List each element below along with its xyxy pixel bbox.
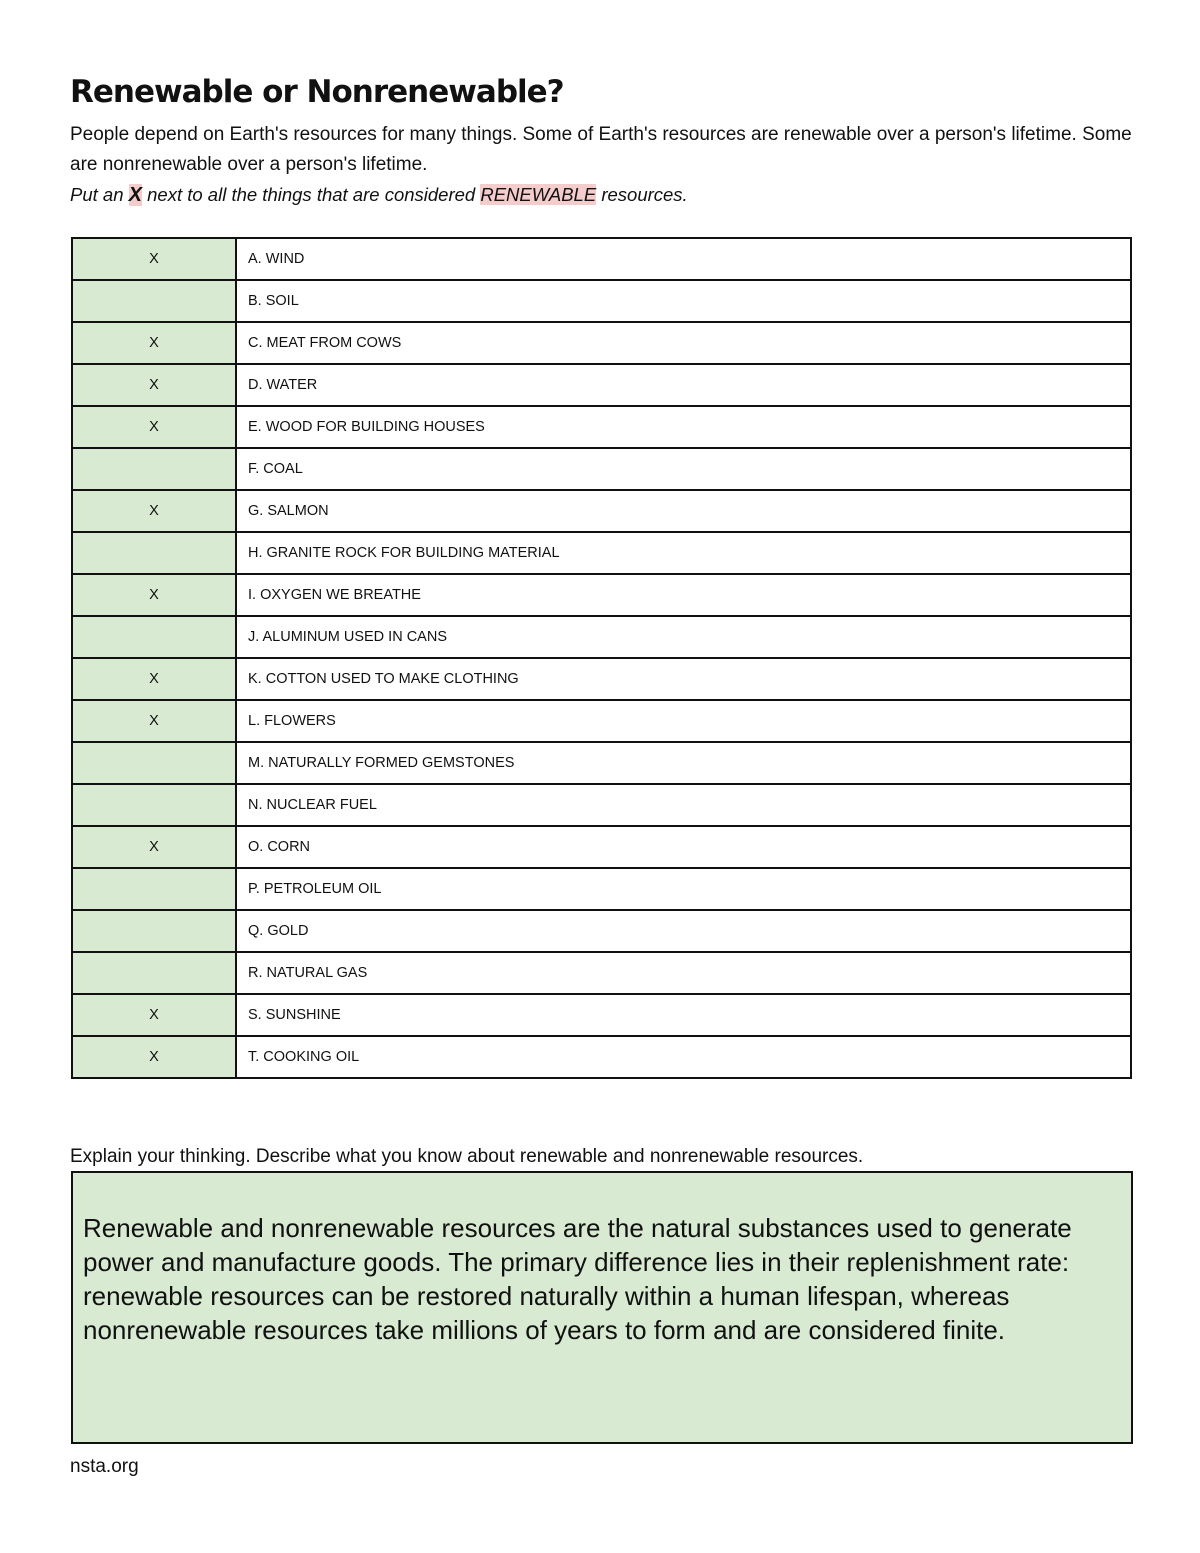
mark-cell[interactable] xyxy=(72,952,236,994)
table-row xyxy=(72,406,1131,448)
mark-cell[interactable]: X xyxy=(72,826,236,868)
table-row xyxy=(72,490,1131,532)
table-row xyxy=(72,574,1131,616)
instructions-mid: next to all the things that are considered xyxy=(141,184,481,205)
instructions-post: resources. xyxy=(596,184,688,205)
footer-source: nsta.org xyxy=(70,1456,139,1477)
resource-item: B. SOIL xyxy=(236,280,1131,322)
resource-item: C. MEAT FROM COWS xyxy=(236,322,1131,364)
page-title: Renewable or Nonrenewable? xyxy=(70,74,564,110)
intro-text xyxy=(70,120,1135,210)
mark-cell[interactable]: X xyxy=(72,700,236,742)
mark-cell[interactable]: X xyxy=(72,658,236,700)
mark-cell[interactable]: X xyxy=(72,364,236,406)
mark-cell[interactable] xyxy=(72,742,236,784)
resource-item: I. OXYGEN WE BREATHE xyxy=(236,574,1131,616)
resource-item: R. NATURAL GAS xyxy=(236,952,1131,994)
mark-cell[interactable] xyxy=(72,868,236,910)
resource-item: K. COTTON USED TO MAKE CLOTHING xyxy=(236,658,1131,700)
table-row xyxy=(72,868,1131,910)
resource-item: N. NUCLEAR FUEL xyxy=(236,784,1131,826)
table-row xyxy=(72,742,1131,784)
table-row xyxy=(72,994,1131,1036)
table-row xyxy=(72,952,1131,994)
resource-item: A. WIND xyxy=(236,238,1131,280)
resource-item: G. SALMON xyxy=(236,490,1131,532)
mark-cell[interactable]: X xyxy=(72,406,236,448)
resource-table-body xyxy=(72,238,1131,1078)
resource-item: F. COAL xyxy=(236,448,1131,490)
mark-cell[interactable] xyxy=(72,448,236,490)
table-row xyxy=(72,364,1131,406)
mark-cell[interactable]: X xyxy=(72,574,236,616)
table-row xyxy=(72,784,1131,826)
table-row xyxy=(72,322,1131,364)
table-row xyxy=(72,910,1131,952)
table-row xyxy=(72,280,1131,322)
instructions-pre: Put an xyxy=(70,184,129,205)
table-row xyxy=(72,658,1131,700)
instructions xyxy=(70,180,1135,210)
mark-cell[interactable] xyxy=(72,784,236,826)
resource-item: E. WOOD FOR BUILDING HOUSES xyxy=(236,406,1131,448)
table-row xyxy=(72,826,1131,868)
resource-item: D. WATER xyxy=(236,364,1131,406)
table-row xyxy=(72,1036,1131,1078)
resource-item: O. CORN xyxy=(236,826,1131,868)
resource-item: H. GRANITE ROCK FOR BUILDING MATERIAL xyxy=(236,532,1131,574)
resource-item: T. COOKING OIL xyxy=(236,1036,1131,1078)
instructions-highlight: RENEWABLE xyxy=(480,184,597,205)
mark-cell[interactable] xyxy=(72,532,236,574)
instructions-x-mark: X xyxy=(128,184,142,206)
table-row xyxy=(72,532,1131,574)
resource-item: J. ALUMINUM USED IN CANS xyxy=(236,616,1131,658)
answer-text: Renewable and nonrenewable resources are the natural substances used to generate power and manufacture goods. The primary difference lies in their replenishment rate: renewable resources can be restored naturally within a human lifespan, whereas nonrenewable resources take millions of years to form and are considered finite. xyxy=(83,1213,1072,1345)
resource-item: L. FLOWERS xyxy=(236,700,1131,742)
mark-cell[interactable]: X xyxy=(72,238,236,280)
mark-cell[interactable]: X xyxy=(72,490,236,532)
resource-item: Q. GOLD xyxy=(236,910,1131,952)
mark-cell[interactable] xyxy=(72,280,236,322)
resource-item: S. SUNSHINE xyxy=(236,994,1131,1036)
mark-cell[interactable]: X xyxy=(72,1036,236,1078)
table-row xyxy=(72,448,1131,490)
table-row xyxy=(72,700,1131,742)
intro-paragraph: People depend on Earth's resources for many things. Some of Earth's resources are renewable over a person's lifetime. Some are nonrenewable over a person's lifetime. xyxy=(70,124,1132,175)
mark-cell[interactable] xyxy=(72,616,236,658)
resource-item: P. PETROLEUM OIL xyxy=(236,868,1131,910)
mark-cell[interactable]: X xyxy=(72,994,236,1036)
mark-cell[interactable]: X xyxy=(72,322,236,364)
resource-item: M. NATURALLY FORMED GEMSTONES xyxy=(236,742,1131,784)
resource-table xyxy=(71,237,1132,1079)
mark-cell[interactable] xyxy=(72,910,236,952)
explain-prompt: Explain your thinking. Describe what you know about renewable and nonrenewable resources. xyxy=(70,1146,864,1167)
table-row xyxy=(72,616,1131,658)
answer-box[interactable] xyxy=(71,1171,1133,1444)
table-row xyxy=(72,238,1131,280)
